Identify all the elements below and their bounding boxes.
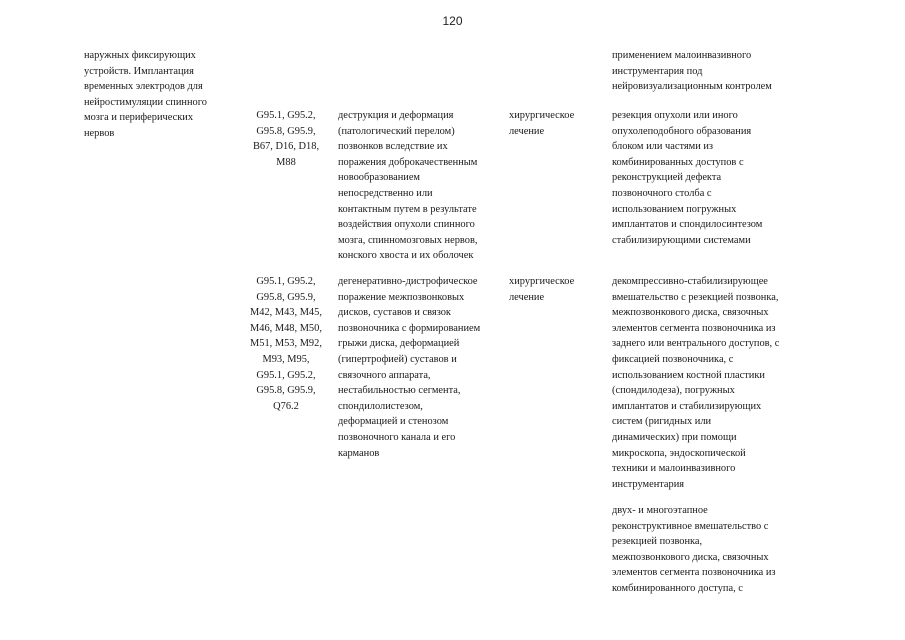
row-0-method-text: применением малоинвазивного инструментария под нейровизуализационным контролем: [612, 50, 772, 93]
row-1-treatment-type: хирургическое лечение: [509, 110, 575, 137]
row-0-diagnosis-text: наружных фиксирующих устройств. Имплантация временных электродов для нейростимуляции спинного мозга и периферических нервов: [84, 50, 207, 139]
row-2-icd-codes: G95.1, G95.2, G95.8, G95.9, M42, M43, M45, M46, M48, M50, M51, M53, M92, M93, M95, G95.1, G95.2, G95.8, G95.9, Q76.2: [250, 276, 322, 412]
row-2-treatment-type: хирургическое лечение: [509, 276, 575, 303]
row-1-icd-codes: G95.1, G95.2, G95.8, G95.9, B67, D16, D18, M88: [252, 110, 320, 168]
row-2-method-text: декомпрессивно-стабилизирующее вмешательство с резекцией позвонка, межпозвонкового диска, связочных элементов сегмента позвоночника из заднего или вентрального доступов, с фиксацией позвоночника, с использованием костной пластики (спондилодеза), погружных имплантатов и стабилизирующих систем (ригидных или динамических) при помощи микроскопа, эндоскопической техники и малоинвазивного инструментария: [612, 276, 780, 490]
row-1-patient-model: деструкция и деформация (патологический перелом) позвонков вследствие их поражения доброкачественным новообразованием непосредственно или контактным путем в результате воздействия опухоли спинного мозга, спинномозговых нервов, конского хвоста и их оболочек: [338, 110, 478, 262]
row-2-patient-model: дегенеративно-дистрофическое поражение межпозвонковых дисков, суставов и связок позвоночника с формированием грыжи диска, деформацией (гипертрофией) суставов и связочного аппарата, нестабильностью сегмента, спондилолистезом, деформацией и стенозом позвоночного канала и его карманов: [338, 276, 481, 459]
row-1-method-text: резекция опухоли или иного опухолеподобного образования блоком или частями из комбинированных доступов с реконструкцией дефекта позвоночного столба с использованием погружных имплантатов и спондилосинтезом стабилизирующими системами: [612, 110, 763, 246]
page-number: 120: [442, 14, 463, 28]
row-2-method-text-continued: двух- и многоэтапное реконструктивное вмешательство с резекцией позвонка, межпозвонкового диска, связочных элементов сегмента позвоночника из комбинированного доступа, с: [612, 505, 776, 594]
